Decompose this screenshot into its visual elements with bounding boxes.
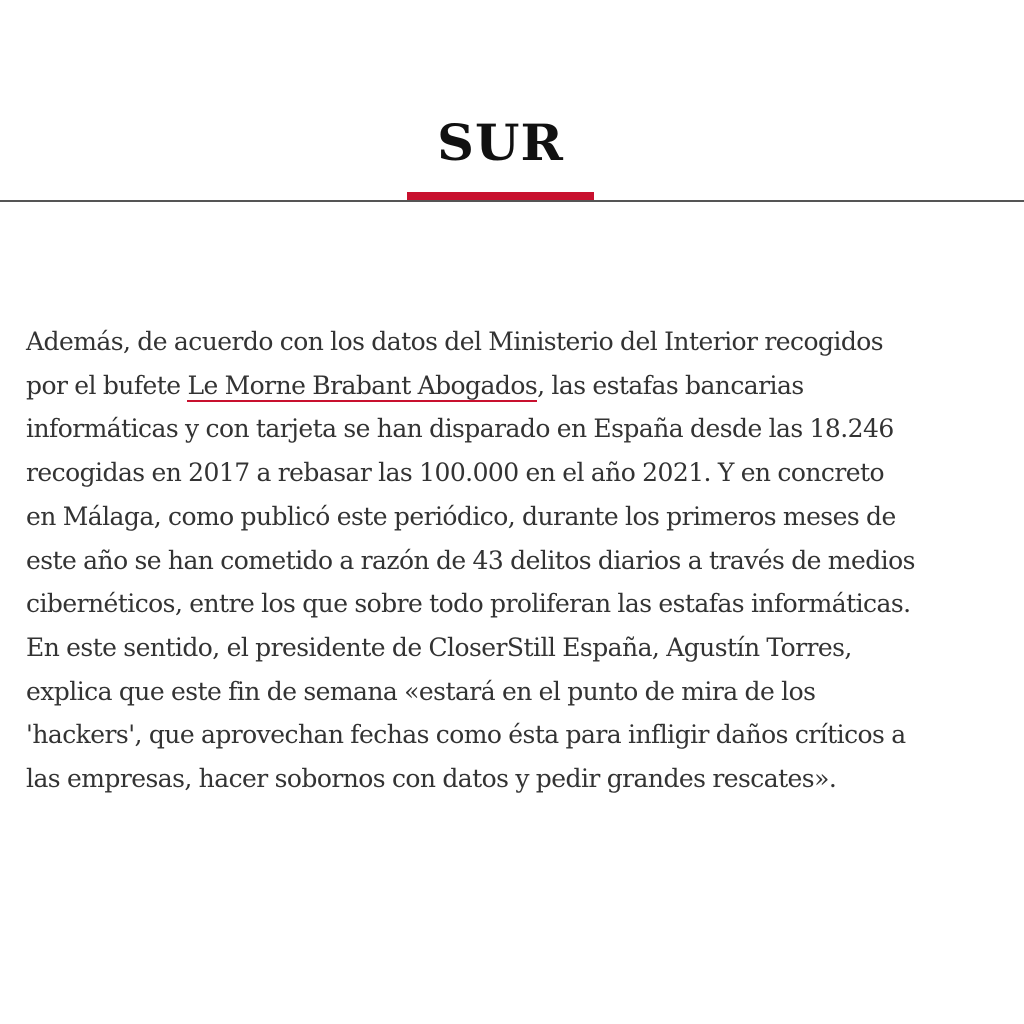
paragraph-line: en Málaga, como publicó este periódico, durante los primeros meses de xyxy=(26,501,896,531)
link-suffix-text: , las estafas bancarias xyxy=(537,370,804,400)
site-logo-link[interactable] xyxy=(407,108,594,178)
paragraph-line-with-link xyxy=(26,364,1011,408)
link-prefix-text: por el bufete xyxy=(26,370,188,400)
paragraph-line: recogidas en 2017 a rebasar las 100.000 en el año 2021. Y en concreto xyxy=(26,458,884,488)
header-divider xyxy=(0,200,1024,202)
paragraph-line: explica que este fin de semana «estará en el punto de mira de los xyxy=(26,676,816,706)
paragraph-line: las empresas, hacer sobornos con datos y pedir grandes rescates». xyxy=(26,764,837,794)
paragraph-line: 'hackers', que aprovechan fechas como ésta para infligir daños críticos a xyxy=(26,720,906,750)
site-logo: SUR xyxy=(437,113,564,172)
masthead xyxy=(0,0,1024,202)
article-body xyxy=(26,320,1011,801)
paragraph-line: este año se han cometido a razón de 43 delitos diarios a través de medios xyxy=(26,545,915,575)
paragraph-line: cibernéticos, entre los que sobre todo proliferan las estafas informáticas. xyxy=(26,589,911,619)
law-firm-link[interactable]: Le Morne Brabant Abogados xyxy=(187,370,538,400)
paragraph-line: informáticas y con tarjeta se han disparado en España desde las 18.246 xyxy=(26,414,894,444)
article-paragraph xyxy=(26,320,1011,801)
paragraph-line: En este sentido, el presidente de CloserStill España, Agustín Torres, xyxy=(26,632,852,662)
paragraph-line: Además, de acuerdo con los datos del Ministerio del Interior recogidos xyxy=(26,327,884,356)
